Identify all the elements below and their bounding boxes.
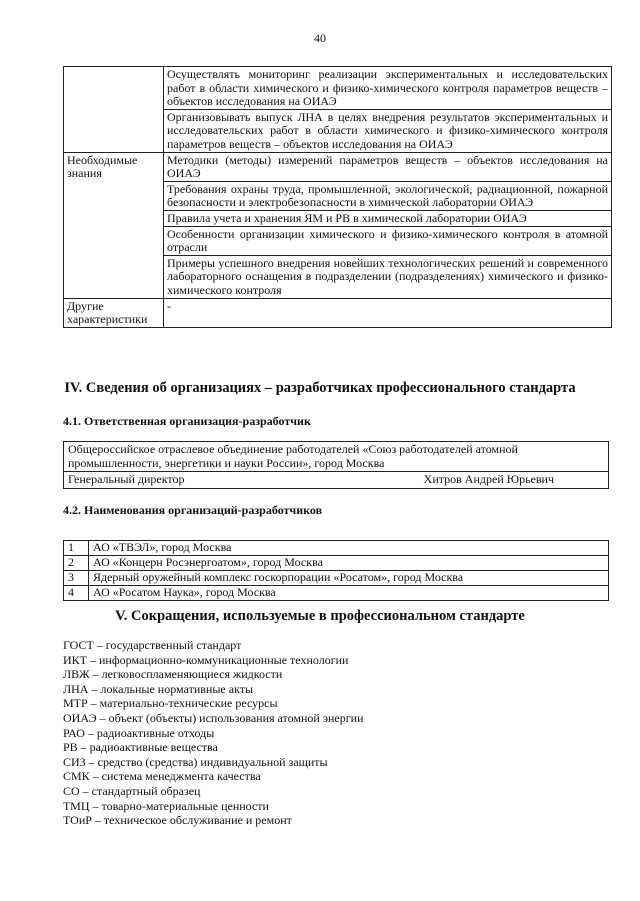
table-row	[64, 571, 609, 586]
table-cell: Особенности организации химического и физико-химического контроля в атомной отрасли	[164, 226, 612, 255]
list-item: ИКТ – информационно-коммуникационные технологии	[63, 652, 349, 667]
list-item: ТОиР – техническое обслуживание и ремонт	[63, 813, 292, 828]
list-item: СИЗ – средство (средства) индивидуальной защиты	[63, 754, 328, 769]
table-row	[64, 152, 612, 181]
developer-name: АО «Росатом Наука», город Москва	[89, 586, 609, 601]
table-cell: Примеры успешного внедрения новейших технологических решений и современного лабораторного оснащения в подразделении (подразделениях) химического и физико-химического контроля	[164, 255, 612, 298]
table-row	[64, 298, 612, 327]
table-cell: Организовывать выпуск ЛНА в целях внедрения результатов экспериментальных и исследовательских работ в области химического и физико-химического контроля параметров веществ – объектов исследования на ОИАЭ	[164, 109, 612, 152]
developer-name: АО «Концерн Росэнергоатом», город Москва	[89, 556, 609, 571]
director-cell	[64, 472, 609, 489]
table-row	[64, 67, 612, 110]
table-cell: Правила учета и хранения ЯМ и РВ в химической лаборатории ОИАЭ	[164, 210, 612, 226]
row-label: Другие характеристики	[64, 298, 164, 327]
table-row	[64, 541, 609, 556]
list-item: РВ – радиоактивные вещества	[63, 740, 218, 755]
row-label: Необходимые знания	[64, 152, 164, 298]
developer-name: Ядерный оружейный комплекс госкорпорации «Росатом», город Москва	[89, 571, 609, 586]
competency-table	[63, 66, 612, 328]
row-number: 4	[64, 586, 89, 601]
list-item: ОИАЭ – объект (объекты) использования атомной энергии	[63, 710, 364, 725]
table-cell: Требования охраны труда, промышленной, экологической, радиационной, пожарной безопасности и электробезопасности в химической лаборатории ОИАЭ	[164, 181, 612, 210]
table-row	[64, 556, 609, 571]
row-number: 3	[64, 571, 89, 586]
list-item: ЛВЖ – легковоспламеняющиеся жидкости	[63, 667, 283, 682]
table-row	[64, 442, 609, 472]
section-4-title: IV. Сведения об организациях – разработчиках профессионального стандарта	[64, 380, 576, 396]
list-item: МТР – материально-технические ресурсы	[63, 696, 278, 711]
table-cell: -	[164, 298, 612, 327]
list-item: СМК – система менеджмента качества	[63, 769, 261, 784]
list-item: ТМЦ – товарно-материальные ценности	[63, 798, 269, 813]
developer-name: АО «ТВЭЛ», город Москва	[89, 541, 609, 556]
section-5-title: V. Сокращения, используемые в профессиональном стандарте	[115, 608, 525, 624]
list-item: РАО – радиоактивные отходы	[63, 725, 215, 740]
list-item: СО – стандартный образец	[63, 783, 201, 798]
responsible-org-table	[63, 441, 609, 489]
row-label	[64, 67, 164, 153]
org-name: Общероссийское отраслевое объединение работодателей «Союз работодателей атомной промышленности, энергетики и науки России», город Москва	[64, 442, 609, 472]
table-cell: Методики (методы) измерений параметров веществ – объектов исследования на ОИАЭ	[164, 152, 612, 181]
developers-table	[63, 540, 609, 601]
list-item: ЛНА – локальные нормативные акты	[63, 681, 254, 696]
director-name: Хитров Андрей Юрьевич	[423, 472, 554, 487]
list-item: ГОСТ – государственный стандарт	[63, 638, 242, 652]
abbreviations-list	[63, 638, 364, 828]
table-row	[64, 586, 609, 601]
row-number: 1	[64, 541, 89, 556]
page-number: 40	[314, 31, 326, 45]
row-number: 2	[64, 556, 89, 571]
subsection-4-2-title: 4.2. Наименования организаций-разработчиков	[63, 503, 323, 517]
table-cell: Осуществлять мониторинг реализации экспериментальных и исследовательских работ в области химического и физико-химического контроля параметров веществ – объектов исследования на ОИАЭ	[164, 67, 612, 110]
director-title: Генеральный директор	[68, 472, 185, 487]
subsection-4-1-title: 4.1. Ответственная организация-разработчик	[63, 414, 311, 428]
table-row	[64, 472, 609, 489]
